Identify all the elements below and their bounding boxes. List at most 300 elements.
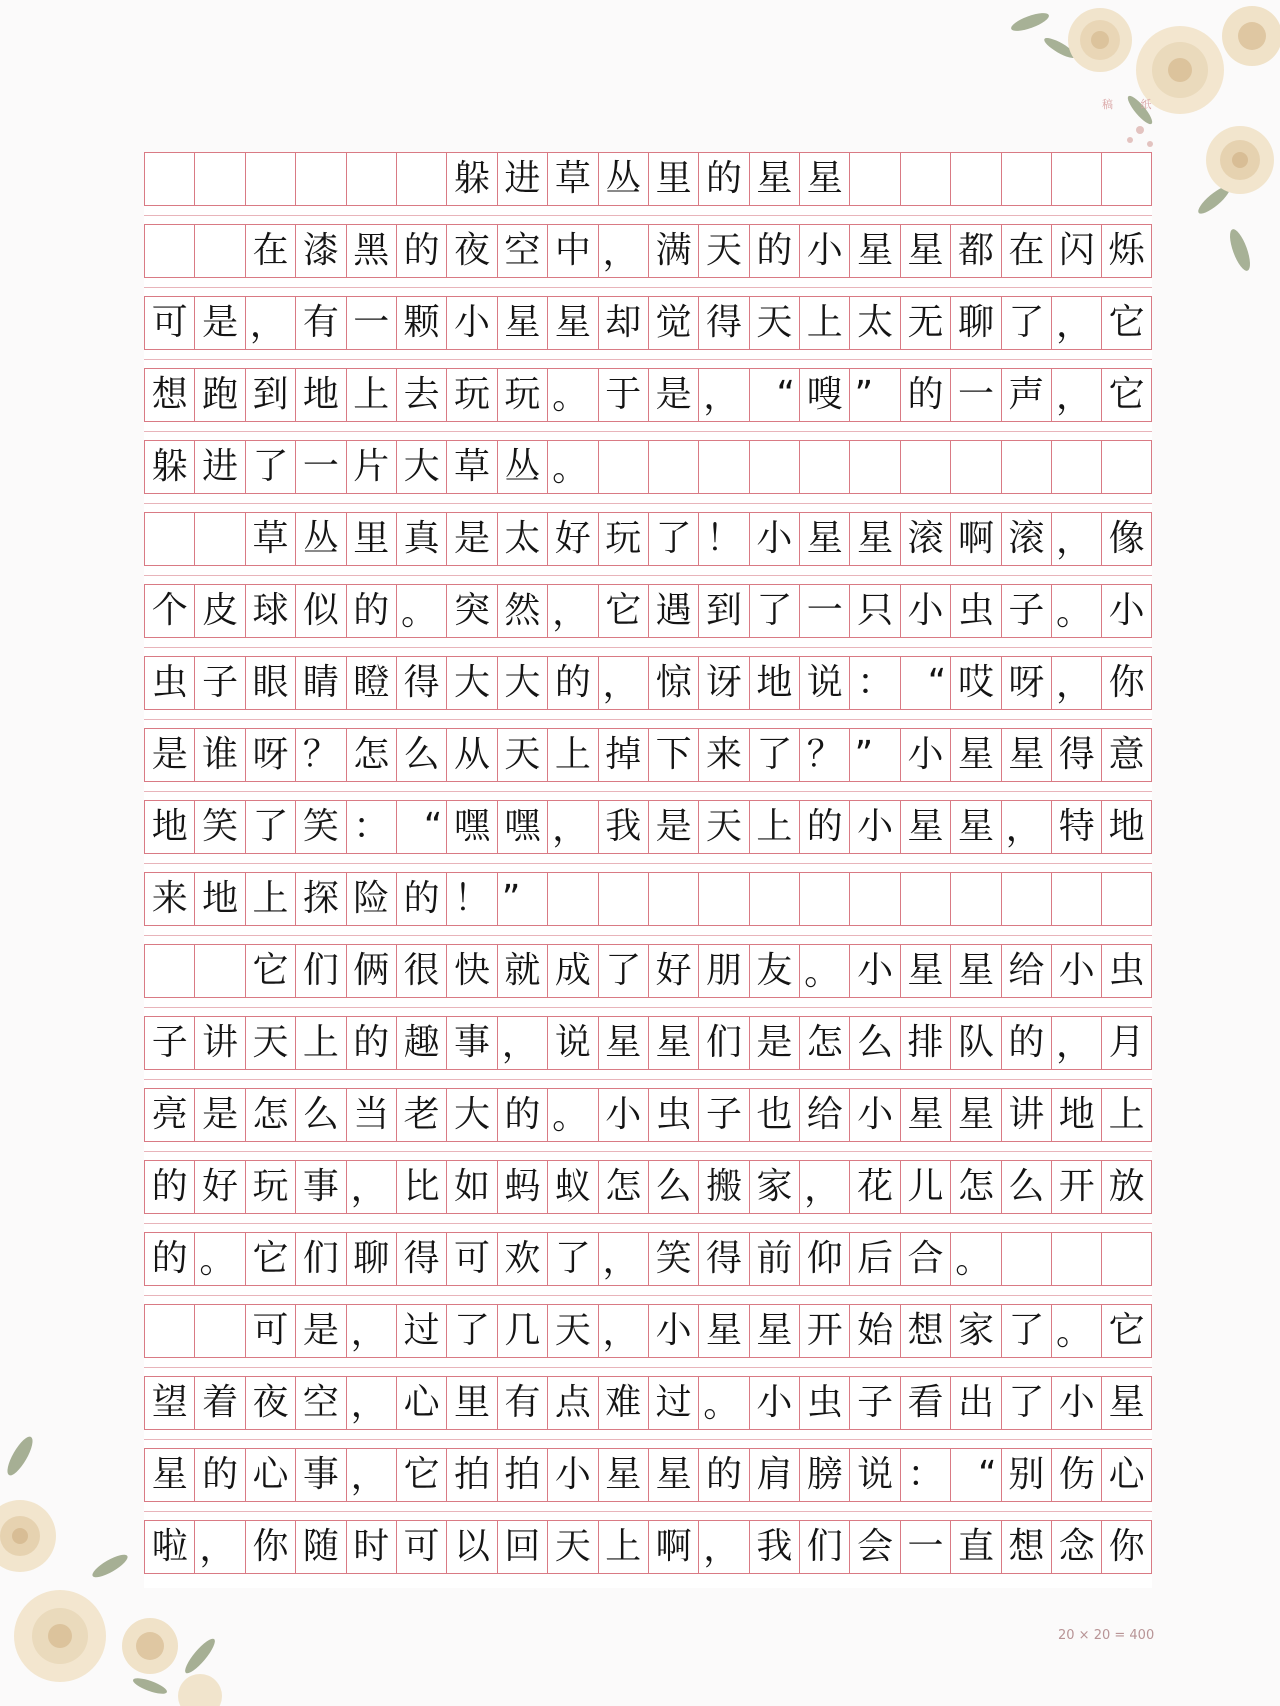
grid-cell: 的 [346, 1016, 396, 1070]
grid-cell: 的 [396, 872, 446, 926]
grid-cell: “ [749, 368, 799, 422]
grid-cell: 蚂 [497, 1160, 547, 1214]
grid-cell: 。 [799, 944, 849, 998]
grid-cell: ， [598, 1232, 648, 1286]
grid-cell: 它 [245, 1232, 295, 1286]
grid-cell: 个 [144, 584, 194, 638]
row-divider [144, 1079, 1152, 1080]
grid-cell: 的 [698, 152, 748, 206]
grid-cell: 在 [1001, 224, 1051, 278]
grid-cell: 是 [648, 800, 698, 854]
grid-cell: 地 [749, 656, 799, 710]
grid-cell: 颗 [396, 296, 446, 350]
grid-row [144, 800, 1152, 854]
grid-cell: 虫 [1101, 944, 1151, 998]
grid-cell: 。 [1051, 1304, 1101, 1358]
grid-cell: 玩 [245, 1160, 295, 1214]
grid-cell: 眼 [245, 656, 295, 710]
grid-cell [900, 440, 950, 494]
grid-cell: 上 [346, 368, 396, 422]
grid-cell: 太 [497, 512, 547, 566]
grid-cell: 直 [950, 1520, 1000, 1574]
grid-cell: 如 [446, 1160, 496, 1214]
row-divider [144, 1367, 1152, 1368]
grid-cell: 都 [950, 224, 1000, 278]
grid-cell: 然 [497, 584, 547, 638]
grid-cell: 小 [547, 1448, 597, 1502]
grid-cell [1001, 1232, 1051, 1286]
grid-cell: 我 [598, 800, 648, 854]
manuscript-grid-paper [144, 152, 1152, 1588]
grid-cell [648, 440, 698, 494]
grid-cell: 了 [245, 440, 295, 494]
grid-cell: 丛 [598, 152, 648, 206]
grid-row [144, 1088, 1152, 1142]
grid-cell: 躲 [446, 152, 496, 206]
grid-cell: ， [1051, 1016, 1101, 1070]
grid-cell [900, 872, 950, 926]
grid-cell: 虫 [799, 1376, 849, 1430]
grid-cell: 们 [295, 1232, 345, 1286]
grid-cell: ！ [446, 872, 496, 926]
grid-cell: 小 [648, 1304, 698, 1358]
grid-cell: 念 [1051, 1520, 1101, 1574]
row-divider [144, 935, 1152, 936]
grid-row [144, 1376, 1152, 1430]
grid-cell: 比 [396, 1160, 446, 1214]
grid-cell: ， [698, 1520, 748, 1574]
grid-cell: ！ [698, 512, 748, 566]
grid-cell: 了 [749, 584, 799, 638]
grid-cell: 们 [799, 1520, 849, 1574]
grid-cell: 排 [900, 1016, 950, 1070]
grid-cell [849, 152, 899, 206]
grid-cell: 像 [1101, 512, 1151, 566]
grid-cell: 去 [396, 368, 446, 422]
grid-cell: 星 [849, 512, 899, 566]
grid-cell: 险 [346, 872, 396, 926]
grid-cell [144, 1304, 194, 1358]
grid-cell [698, 872, 748, 926]
row-divider [144, 1223, 1152, 1224]
grid-cell: 怎 [598, 1160, 648, 1214]
grid-cell: ， [547, 584, 597, 638]
grid-cell: 烁 [1101, 224, 1151, 278]
grid-cell: 啊 [648, 1520, 698, 1574]
grid-cell: 一 [799, 584, 849, 638]
grid-cell: 是 [295, 1304, 345, 1358]
grid-cell: 怎 [245, 1088, 295, 1142]
grid-cell: 进 [194, 440, 244, 494]
grid-cell: 睛 [295, 656, 345, 710]
grid-cell [144, 224, 194, 278]
grid-cell: 的 [749, 224, 799, 278]
grid-cell: 星 [900, 800, 950, 854]
grid-cell: 星 [950, 944, 1000, 998]
grid-cell: 想 [1001, 1520, 1051, 1574]
grid-cell: 的 [346, 584, 396, 638]
grid-cell: 们 [295, 944, 345, 998]
grid-cell: 却 [598, 296, 648, 350]
grid-cell: 有 [497, 1376, 547, 1430]
grid-row [144, 152, 1152, 206]
row-divider [144, 1151, 1152, 1152]
grid-cell: ， [346, 1304, 396, 1358]
grid-cell: 想 [900, 1304, 950, 1358]
grid-cell: 到 [698, 584, 748, 638]
grid-cell: 了 [1001, 296, 1051, 350]
grid-cell: ， [1051, 656, 1101, 710]
grid-cell: 星 [950, 800, 1000, 854]
grid-cell: 天 [245, 1016, 295, 1070]
grid-cell: 的 [144, 1232, 194, 1286]
grid-cell: 漆 [295, 224, 345, 278]
grid-cell: 一 [295, 440, 345, 494]
grid-cell: 里 [346, 512, 396, 566]
grid-cell: 回 [497, 1520, 547, 1574]
grid-cell: 丛 [295, 512, 345, 566]
grid-cell: 笑 [194, 800, 244, 854]
grid-cell: 呀 [245, 728, 295, 782]
grid-cell [1101, 440, 1151, 494]
grid-count-label: 20 × 20 = 400 [1058, 1628, 1155, 1643]
grid-cell [144, 512, 194, 566]
grid-cell: 是 [194, 1088, 244, 1142]
grid-cell: ， [698, 368, 748, 422]
grid-row [144, 728, 1152, 782]
grid-cell: 了 [1001, 1304, 1051, 1358]
grid-cell: 得 [698, 296, 748, 350]
grid-cell [547, 872, 597, 926]
grid-cell: 瞪 [346, 656, 396, 710]
grid-cell: 探 [295, 872, 345, 926]
grid-cell: 是 [648, 368, 698, 422]
grid-cell: ” [497, 872, 547, 926]
grid-cell: 天 [547, 1520, 597, 1574]
grid-cell [749, 440, 799, 494]
grid-cell: 过 [648, 1376, 698, 1430]
grid-cell: 月 [1101, 1016, 1151, 1070]
grid-row [144, 1016, 1152, 1070]
grid-cell [950, 440, 1000, 494]
grid-cell [1101, 872, 1151, 926]
grid-cell [346, 152, 396, 206]
grid-cell: 怎 [950, 1160, 1000, 1214]
grid-cell: 上 [799, 296, 849, 350]
grid-cell: 玩 [446, 368, 496, 422]
grid-cell: 心 [245, 1448, 295, 1502]
grid-row [144, 368, 1152, 422]
grid-cell [749, 872, 799, 926]
grid-cell: 家 [749, 1160, 799, 1214]
grid-cell: 肩 [749, 1448, 799, 1502]
grid-cell: 么 [295, 1088, 345, 1142]
grid-cell: 说 [547, 1016, 597, 1070]
grid-cell: 合 [900, 1232, 950, 1286]
grid-cell: 是 [144, 728, 194, 782]
grid-cell: 讲 [1001, 1088, 1051, 1142]
grid-cell: 怎 [799, 1016, 849, 1070]
grid-cell: 夜 [245, 1376, 295, 1430]
grid-cell: 大 [446, 1088, 496, 1142]
grid-cell: 星 [799, 512, 849, 566]
grid-cell: 可 [144, 296, 194, 350]
grid-row [144, 440, 1152, 494]
grid-cell: 么 [1001, 1160, 1051, 1214]
paper-corner-mark: 稿 纸 [1102, 98, 1164, 111]
grid-cell: 子 [849, 1376, 899, 1430]
grid-cell: 里 [648, 152, 698, 206]
grid-cell: 躲 [144, 440, 194, 494]
grid-cell: 开 [799, 1304, 849, 1358]
grid-cell [648, 872, 698, 926]
grid-cell: “ [900, 656, 950, 710]
grid-cell: 放 [1101, 1160, 1151, 1214]
grid-cell: ： [346, 800, 396, 854]
grid-cell: 点 [547, 1376, 597, 1430]
grid-cell: 。 [396, 584, 446, 638]
grid-cell: ， [194, 1520, 244, 1574]
grid-cell [849, 872, 899, 926]
grid-cell: 啦 [144, 1520, 194, 1574]
grid-cell: 空 [295, 1376, 345, 1430]
grid-cell: ” [849, 368, 899, 422]
grid-cell: 你 [1101, 1520, 1151, 1574]
grid-row [144, 296, 1152, 350]
grid-cell: 可 [446, 1232, 496, 1286]
grid-cell: 。 [950, 1232, 1000, 1286]
grid-cell: 滚 [900, 512, 950, 566]
grid-cell: 笑 [295, 800, 345, 854]
grid-cell: 小 [598, 1088, 648, 1142]
grid-cell: 子 [698, 1088, 748, 1142]
grid-cell: ， [547, 800, 597, 854]
grid-cell [295, 152, 345, 206]
grid-cell: 嘿 [446, 800, 496, 854]
grid-cell: 玩 [497, 368, 547, 422]
grid-cell: 成 [547, 944, 597, 998]
grid-cell: 进 [497, 152, 547, 206]
grid-cell [598, 440, 648, 494]
grid-cell: 笑 [648, 1232, 698, 1286]
grid-cell: 星 [698, 1304, 748, 1358]
row-divider [144, 791, 1152, 792]
grid-cell: 友 [749, 944, 799, 998]
grid-cell: 好 [194, 1160, 244, 1214]
grid-cell: 我 [749, 1520, 799, 1574]
grid-cell: 大 [396, 440, 446, 494]
grid-cell [849, 440, 899, 494]
grid-cell [144, 152, 194, 206]
grid-cell [1001, 152, 1051, 206]
grid-cell: 下 [648, 728, 698, 782]
grid-cell: 想 [144, 368, 194, 422]
grid-cell: 了 [1001, 1376, 1051, 1430]
grid-cell [1001, 872, 1051, 926]
grid-cell: 后 [849, 1232, 899, 1286]
row-divider [144, 575, 1152, 576]
grid-cell: 在 [245, 224, 295, 278]
grid-cell: 子 [1001, 584, 1051, 638]
grid-cell: 草 [547, 152, 597, 206]
grid-cell: 小 [849, 800, 899, 854]
grid-cell [1051, 440, 1101, 494]
grid-cell: 虫 [648, 1088, 698, 1142]
row-divider [144, 1295, 1152, 1296]
grid-cell: 子 [144, 1016, 194, 1070]
grid-cell: 的 [144, 1160, 194, 1214]
grid-cell: 小 [849, 1088, 899, 1142]
grid-cell: 看 [900, 1376, 950, 1430]
grid-cell: 。 [1051, 584, 1101, 638]
grid-cell: 星 [900, 224, 950, 278]
grid-row [144, 944, 1152, 998]
grid-cell: 可 [245, 1304, 295, 1358]
grid-cell: 的 [497, 1088, 547, 1142]
grid-cell: 它 [598, 584, 648, 638]
grid-cell: 似 [295, 584, 345, 638]
grid-cell: 星 [497, 296, 547, 350]
grid-cell: 几 [497, 1304, 547, 1358]
grid-cell: 了 [446, 1304, 496, 1358]
grid-cell: 子 [194, 656, 244, 710]
grid-cell: 只 [849, 584, 899, 638]
grid-cell: 一 [950, 368, 1000, 422]
grid-cell: 的 [900, 368, 950, 422]
grid-cell: 里 [446, 1376, 496, 1430]
grid-cell: 事 [295, 1448, 345, 1502]
grid-cell: 。 [698, 1376, 748, 1430]
grid-cell: 是 [749, 1016, 799, 1070]
grid-cell: 么 [396, 728, 446, 782]
grid-cell: 事 [295, 1160, 345, 1214]
grid-cell: 片 [346, 440, 396, 494]
grid-cell: 。 [547, 368, 597, 422]
grid-cell: 虫 [144, 656, 194, 710]
grid-cell: ， [245, 296, 295, 350]
grid-cell: 你 [1101, 656, 1151, 710]
grid-cell: 的 [1001, 1016, 1051, 1070]
grid-cell: 星 [849, 224, 899, 278]
grid-cell [598, 872, 648, 926]
grid-cell: 是 [194, 296, 244, 350]
grid-cell: 了 [749, 728, 799, 782]
row-divider [144, 863, 1152, 864]
grid-cell: 得 [396, 656, 446, 710]
grid-cell: ， [346, 1376, 396, 1430]
grid-cell: 星 [648, 1448, 698, 1502]
grid-cell: 了 [598, 944, 648, 998]
grid-cell [698, 440, 748, 494]
grid-cell: 始 [849, 1304, 899, 1358]
grid-cell: 哎 [950, 656, 1000, 710]
grid-cell: 有 [295, 296, 345, 350]
grid-cell: 于 [598, 368, 648, 422]
grid-cell: ： [900, 1448, 950, 1502]
grid-cell: 闪 [1051, 224, 1101, 278]
grid-cell: 夜 [446, 224, 496, 278]
grid-cell: 了 [245, 800, 295, 854]
grid-cell [799, 872, 849, 926]
grid-cell [799, 440, 849, 494]
grid-cell: 它 [1101, 368, 1151, 422]
grid-cell: 掉 [598, 728, 648, 782]
grid-cell: 它 [245, 944, 295, 998]
grid-cell: 它 [396, 1448, 446, 1502]
row-divider [144, 1511, 1152, 1512]
grid-cell: 空 [497, 224, 547, 278]
grid-cell: 。 [194, 1232, 244, 1286]
grid-cell: 天 [698, 800, 748, 854]
grid-cell: 天 [497, 728, 547, 782]
grid-cell [194, 224, 244, 278]
grid-cell: 出 [950, 1376, 1000, 1430]
grid-cell [950, 152, 1000, 206]
grid-cell: 星 [900, 944, 950, 998]
grid-cell: 无 [900, 296, 950, 350]
grid-cell [900, 152, 950, 206]
grid-cell: 聊 [346, 1232, 396, 1286]
grid-cell: 嗖 [799, 368, 849, 422]
grid-cell: ， [598, 1304, 648, 1358]
grid-cell: 它 [1101, 1304, 1151, 1358]
grid-cell: 小 [900, 728, 950, 782]
grid-cell: 大 [497, 656, 547, 710]
grid-cell: 星 [648, 1016, 698, 1070]
grid-cell: 大 [446, 656, 496, 710]
grid-cell [194, 512, 244, 566]
grid-cell: 给 [1001, 944, 1051, 998]
grid-cell: 了 [648, 512, 698, 566]
grid-cell: 球 [245, 584, 295, 638]
grid-cell: 嘿 [497, 800, 547, 854]
grid-cell: ， [1051, 368, 1101, 422]
grid-cell: 就 [497, 944, 547, 998]
grid-cell: ， [346, 1448, 396, 1502]
grid-cell: 说 [799, 656, 849, 710]
grid-cell: 小 [1101, 584, 1151, 638]
grid-cell: 星 [144, 1448, 194, 1502]
grid-cell: 前 [749, 1232, 799, 1286]
grid-cell: 小 [749, 1376, 799, 1430]
grid-cell: 到 [245, 368, 295, 422]
grid-cell [194, 1304, 244, 1358]
grid-cell: 别 [1001, 1448, 1051, 1502]
grid-cell: 地 [295, 368, 345, 422]
row-divider [144, 719, 1152, 720]
grid-cell [194, 944, 244, 998]
grid-cell: 的 [799, 800, 849, 854]
grid-cell: 伤 [1051, 1448, 1101, 1502]
grid-cell: 好 [648, 944, 698, 998]
grid-cell: 突 [446, 584, 496, 638]
grid-cell: 的 [547, 656, 597, 710]
grid-cell: 星 [598, 1016, 648, 1070]
grid-cell: 的 [698, 1448, 748, 1502]
grid-cell: ： [849, 656, 899, 710]
grid-cell: 天 [698, 224, 748, 278]
grid-cell: 小 [1051, 944, 1101, 998]
row-divider [144, 359, 1152, 360]
grid-cell [194, 152, 244, 206]
grid-cell: 望 [144, 1376, 194, 1430]
grid-cell: 过 [396, 1304, 446, 1358]
grid-cell: ” [849, 728, 899, 782]
grid-cell [1101, 1232, 1151, 1286]
grid-cell: 天 [749, 296, 799, 350]
grid-cell: 得 [698, 1232, 748, 1286]
grid-cell: 小 [446, 296, 496, 350]
